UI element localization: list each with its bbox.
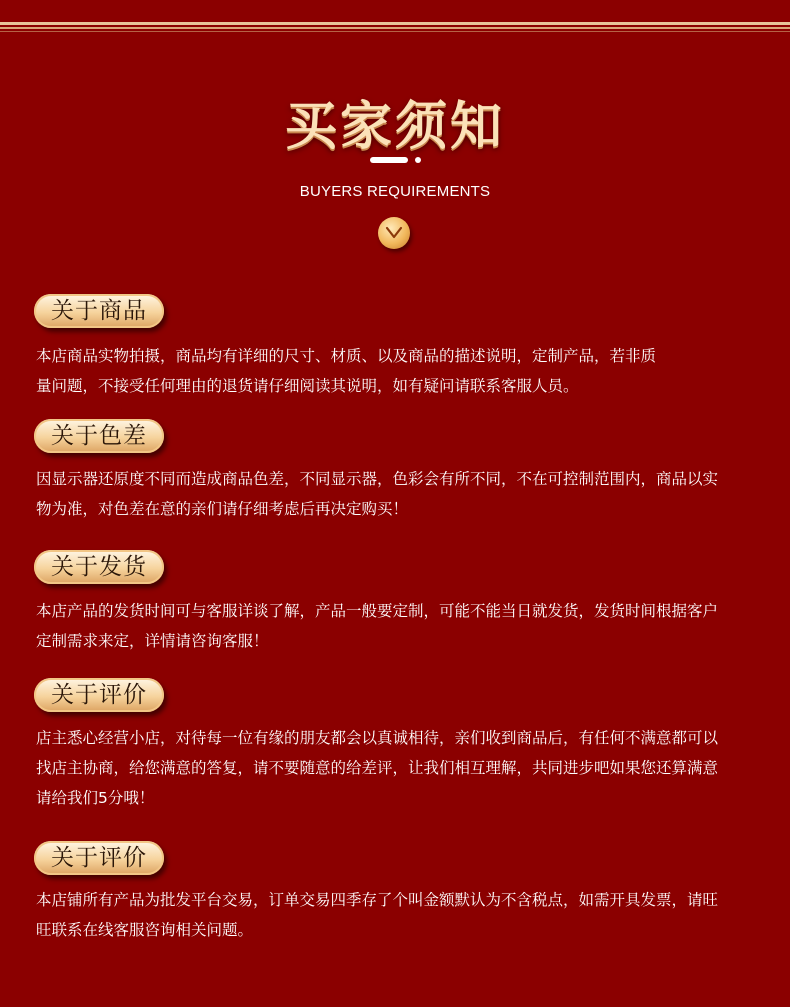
border-line	[0, 27, 790, 29]
section-badge-color: 关于色差	[34, 419, 164, 453]
section-text-review	[36, 723, 758, 813]
top-border	[0, 22, 790, 34]
section-text-shipping	[36, 596, 758, 656]
section-badge-review: 关于评价	[34, 678, 164, 712]
text-line: 旺联系在线客服咨询相关问题。	[36, 921, 254, 939]
section-badge-product: 关于商品	[34, 294, 164, 328]
section-badge-invoice: 关于评价	[34, 841, 164, 875]
text-line: 店主悉心经营小店，对待每一位有缘的朋友都会以真诚相待，亲们收到商品后，有任何不满意都可以	[36, 729, 719, 747]
section-badge-shipping: 关于发货	[34, 550, 164, 584]
page-subtitle: BUYERS REQUIREMENTS	[299, 183, 491, 200]
border-line	[0, 31, 790, 32]
section-text-color	[36, 464, 758, 524]
page-title: 买家须知	[284, 97, 505, 157]
chevron-down-icon	[378, 217, 410, 249]
text-line: 定制需求来定，详情请咨询客服！	[36, 632, 269, 650]
text-line: 因显示器还原度不同而造成商品色差，不同显示器，色彩会有所不同，不在可控制范围内，商品以实	[36, 470, 719, 488]
text-line: 找店主协商，给您满意的答复，请不要随意的给差评，让我们相互理解，共同进步吧如果您还算满意	[36, 759, 719, 777]
section-text-invoice	[36, 885, 758, 945]
section-text-product	[36, 341, 758, 401]
divider-bar	[370, 157, 408, 163]
text-line: 量问题，不接受任何理由的退货请仔细阅读其说明，如有疑问请联系客服人员。	[36, 377, 579, 395]
text-line: 本店产品的发货时间可与客服详谈了解，产品一般要定制，可能不能当日就发货，发货时间根据客户	[36, 602, 719, 620]
text-line: 请给我们5分哦！	[36, 789, 155, 807]
text-line: 物为准，对色差在意的亲们请仔细考虑后再决定购买！	[36, 500, 409, 518]
divider-dot	[415, 157, 421, 163]
text-line: 本店铺所有产品为批发平台交易，订单交易四季存了个叫金额默认为不含税点，如需开具发票，请旺	[36, 891, 719, 909]
text-line: 本店商品实物拍摄，商品均有详细的尺寸、材质、以及商品的描述说明，定制产品，若非质	[36, 347, 657, 365]
border-line	[0, 22, 790, 25]
